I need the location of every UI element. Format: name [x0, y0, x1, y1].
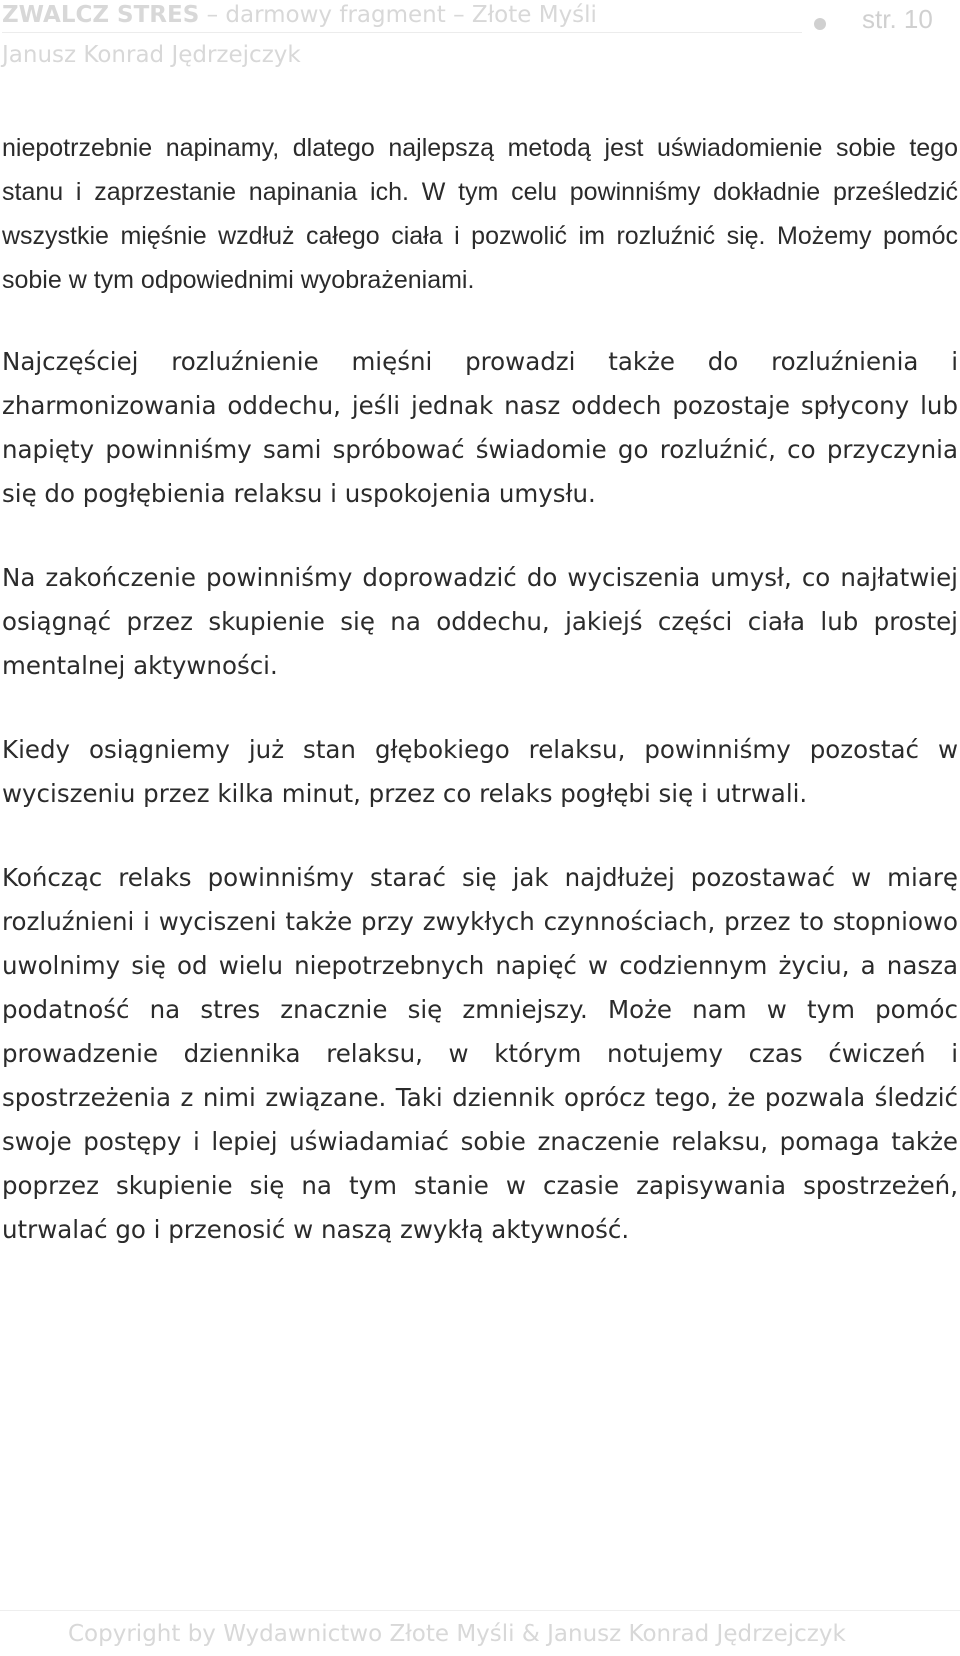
paragraph: Kiedy osiągniemy już stan głębokiego relaksu, powinniśmy pozostać w wyciszeniu przez kilka minut, przez co relaks pogłębi się i utrwali. — [2, 735, 958, 808]
paragraph: Na zakończenie powinniśmy doprowadzić do wyciszenia umysł, co najłatwiej osiągnąć przez skupienie się na oddechu, jakiejś części ciała lub prostej mentalnej aktywności. — [2, 563, 958, 680]
page-header — [0, 0, 960, 70]
paragraph: Kończąc relaks powinniśmy starać się jak najdłużej pozostawać w miarę rozluźnieni i wyciszeni także przy zwykłych czynnościach, przez to stopniowo uwolnimy się od wielu niepotrzebnych napięć w codziennym życiu, a nasza podatność na stres znacznie się zmniejszy. Może nam w tym pomóc prowadzenie dziennika relaksu, w którym notujemy czas ćwiczeń i spostrzeżenia z nimi związane. Taki dziennik oprócz tego, że pozwala śledzić swoje postępy i lepiej uświadamiać sobie znaczenie relaksu, pomaga także poprzez skupienie się na tym stanie w czasie zapisywania spostrzeżeń, utrwalać go i przenosić w naszą zwykłą aktywność. — [2, 863, 958, 1244]
paragraph: niepotrzebnie napinamy, dlatego najlepszą metodą jest uświadomienie sobie tego stanu i zaprzestanie napinania ich. W tym celu powinniśmy dokładnie prześledzić wszystkie mięśnie wzdłuż całego ciała i pozwolić im rozluźnić się. Możemy pomóc sobie w tym odpowiednimi wyobrażeniami. — [2, 134, 958, 294]
book-series-title: ZWALCZ STRES — [2, 2, 200, 28]
fragment-subtitle: – darmowy fragment – Złote Myśli — [199, 2, 597, 28]
copyright-notice: Copyright by Wydawnictwo Złote Myśli & Janusz Konrad Jędrzejczyk — [68, 1621, 846, 1647]
body-text — [2, 126, 958, 1292]
paragraph: Najczęściej rozluźnienie mięśni prowadzi także do rozluźnienia i zharmonizowania oddechu, jeśli jednak nasz oddech pozostaje spłycony lub napięty powinniśmy sami spróbować świadomie go rozluźnić, co przyczynia się do pogłębienia relaksu i uspokojenia umysłu. — [2, 347, 958, 508]
footer-divider — [0, 1610, 960, 1611]
bullet-icon — [814, 18, 826, 30]
header-author: Janusz Konrad Jędrzejczyk — [2, 42, 301, 68]
page-number: str. 10 — [862, 4, 933, 34]
header-divider — [2, 32, 802, 33]
page-footer — [0, 1610, 960, 1656]
header-title — [2, 0, 597, 30]
